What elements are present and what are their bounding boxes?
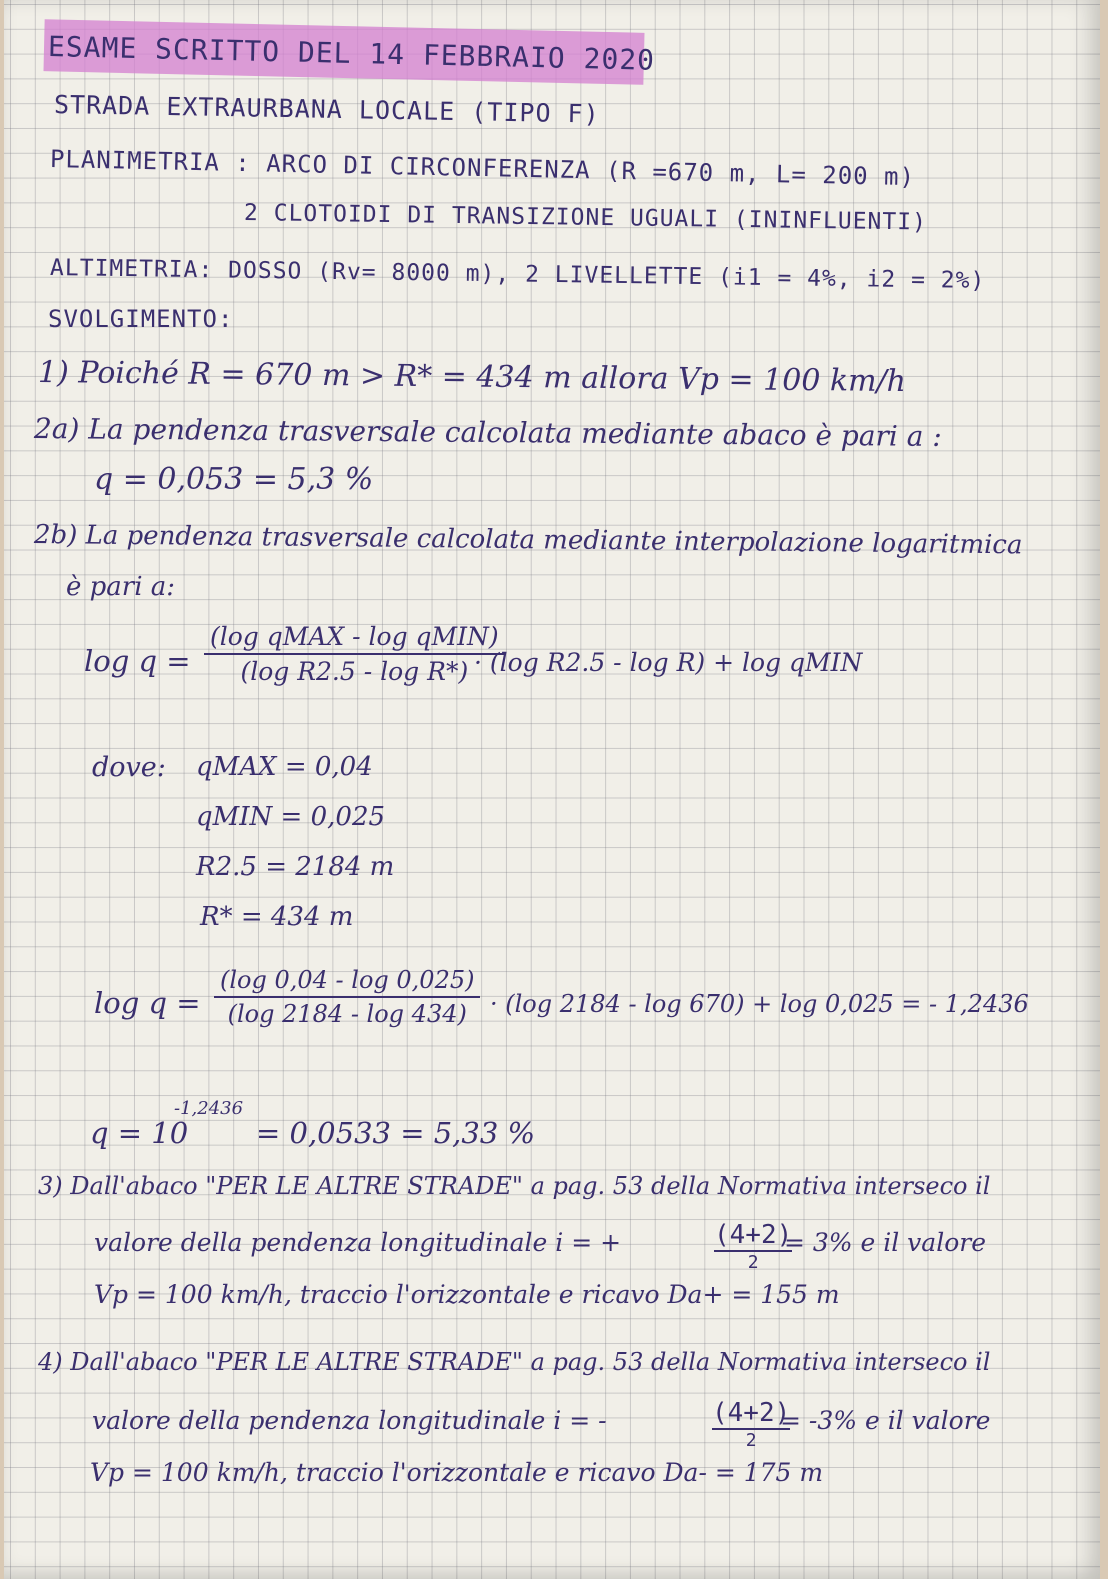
step-3-fraction	[714, 1220, 792, 1273]
formula-lhs: log q =	[84, 644, 191, 678]
calc-fraction	[214, 966, 480, 1028]
road-type-line: STRADA EXTRAURBANA LOCALE (TIPO F)	[53, 90, 600, 129]
page-title: ESAME SCRITTO DEL 14 FEBBRAIO 2020	[47, 30, 656, 77]
def-qmin: qMIN = 0,025	[196, 802, 386, 832]
step-3-frac-den: 2	[747, 1252, 759, 1273]
step-1: 1) Poiché R = 670 m > R* = 434 m allora Vp = 100 km/h	[37, 355, 907, 400]
step-2a-value: q = 0,053 = 5,3 %	[94, 462, 374, 497]
def-r25: R2.5 = 2184 m	[196, 852, 395, 882]
formula-fraction	[204, 622, 505, 686]
altimetry-line: ALTIMETRIA: DOSSO (Rv= 8000 m), 2 LIVELLETTE (i1 = 4%, i2 = 2%)	[49, 255, 986, 295]
clothoids-line: 2 CLOTOIDI DI TRANSIZIONE UGUALI (ININFLUENTI)	[243, 200, 928, 236]
step-3-line-3: Vp = 100 km/h, traccio l'orizzontale e ricavo Da+ = 155 m	[94, 1280, 840, 1309]
formula-numerator: (log qMAX - log qMIN)	[210, 622, 499, 651]
calc-numerator: (log 0,04 - log 0,025)	[220, 966, 475, 994]
planimetry-line: PLANIMETRIA : ARCO DI CIRCONFERENZA (R =670 m, L= 200 m)	[49, 145, 916, 192]
step-4-fraction	[712, 1398, 790, 1451]
calc-rhs: · (log 2184 - log 670) + log 0,025 = - 1,2436	[490, 990, 1029, 1018]
calc-lhs: log q =	[94, 986, 201, 1020]
step-4-line-3: Vp = 100 km/h, traccio l'orizzontale e ricavo Da- = 175 m	[90, 1458, 824, 1487]
q-exponent: -1,2436	[174, 1098, 244, 1119]
q-result: = 0,0533 = 5,33 %	[256, 1116, 536, 1150]
def-qmax: qMAX = 0,04	[196, 752, 373, 782]
step-2a: 2a) La pendenza trasversale calcolata mediante abaco è pari a :	[33, 412, 942, 453]
fraction-bar	[214, 996, 480, 998]
step-4-line-2a: valore della pendenza longitudinale i = -	[92, 1406, 607, 1435]
step-3-frac-num: (4+2)	[714, 1220, 793, 1250]
dove-label: dove:	[92, 752, 166, 783]
step-2b-line-1: 2b) La pendenza trasversale calcolata mediante interpolazione logaritmica	[33, 520, 1023, 561]
step-3-line-1: 3) Dall'abaco "PER LE ALTRE STRADE" a pag. 53 della Normativa interseco il	[38, 1172, 991, 1200]
formula-denominator: (log R2.5 - log R*)	[240, 657, 469, 686]
step-2b-line-2: è pari a:	[66, 572, 176, 602]
step-3-line-2b: = 3% e il valore	[784, 1228, 987, 1257]
step-4-frac-den: 2	[745, 1430, 757, 1451]
step-3-line-2a: valore della pendenza longitudinale i = +	[94, 1228, 622, 1257]
formula-rhs: · (log R2.5 - log R) + log qMIN	[474, 648, 863, 677]
step-4-frac-num: (4+2)	[712, 1398, 791, 1428]
fraction-bar	[204, 653, 505, 655]
calc-denominator: (log 2184 - log 434)	[227, 1000, 467, 1028]
svolgimento-heading: SVOLGIMENTO:	[48, 305, 234, 333]
step-4-line-1: 4) Dall'abaco "PER LE ALTRE STRADE" a pag. 53 della Normativa interseco il	[38, 1348, 991, 1376]
step-4-line-2b: = -3% e il valore	[780, 1406, 991, 1435]
notebook-page	[4, 0, 1100, 1579]
q-base: q = 10	[90, 1116, 189, 1150]
def-rstar: R* = 434 m	[200, 902, 354, 932]
